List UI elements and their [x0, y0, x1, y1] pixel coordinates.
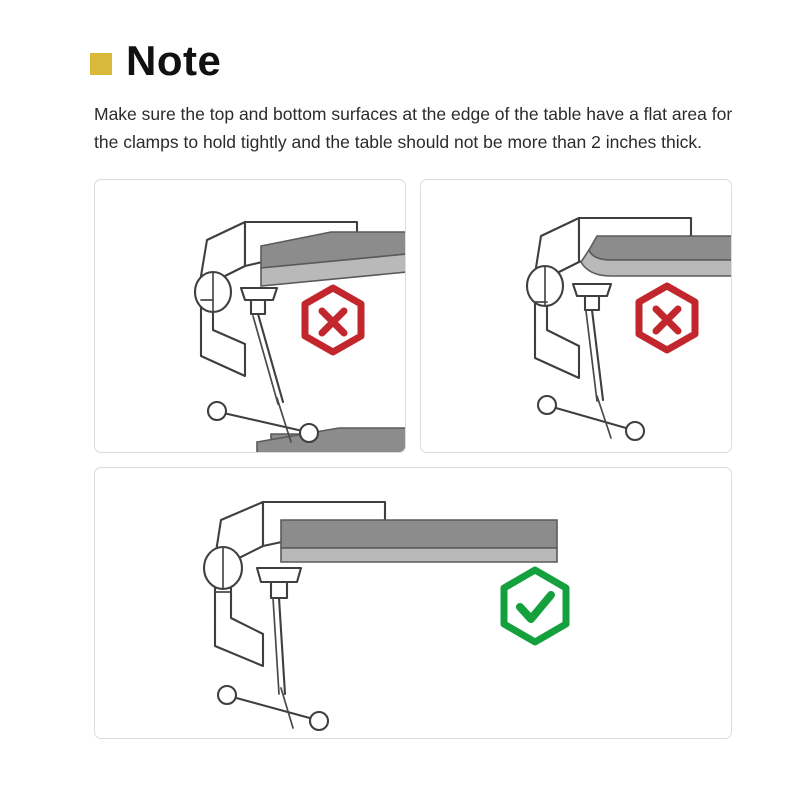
note-description: Make sure the top and bottom surfaces at the edge of the table have a flat area for the clamps to hold tightly and the table should not be more than 2 inches thick. — [94, 104, 733, 153]
check-icon — [493, 566, 577, 650]
cross-icon — [629, 282, 705, 358]
panel-flat-edge — [94, 467, 732, 739]
page-title: Note — [126, 37, 222, 84]
status-badge — [295, 284, 371, 360]
illustration-panels — [94, 179, 732, 739]
panel-bevel-edge — [94, 179, 406, 453]
status-badge — [493, 566, 577, 650]
clamp-illustration-flat — [95, 468, 732, 739]
cross-icon — [295, 284, 371, 360]
note-header — [90, 37, 732, 84]
panel-rounded-underside — [420, 179, 732, 453]
note-marker-square — [90, 53, 112, 75]
status-badge — [629, 282, 705, 358]
